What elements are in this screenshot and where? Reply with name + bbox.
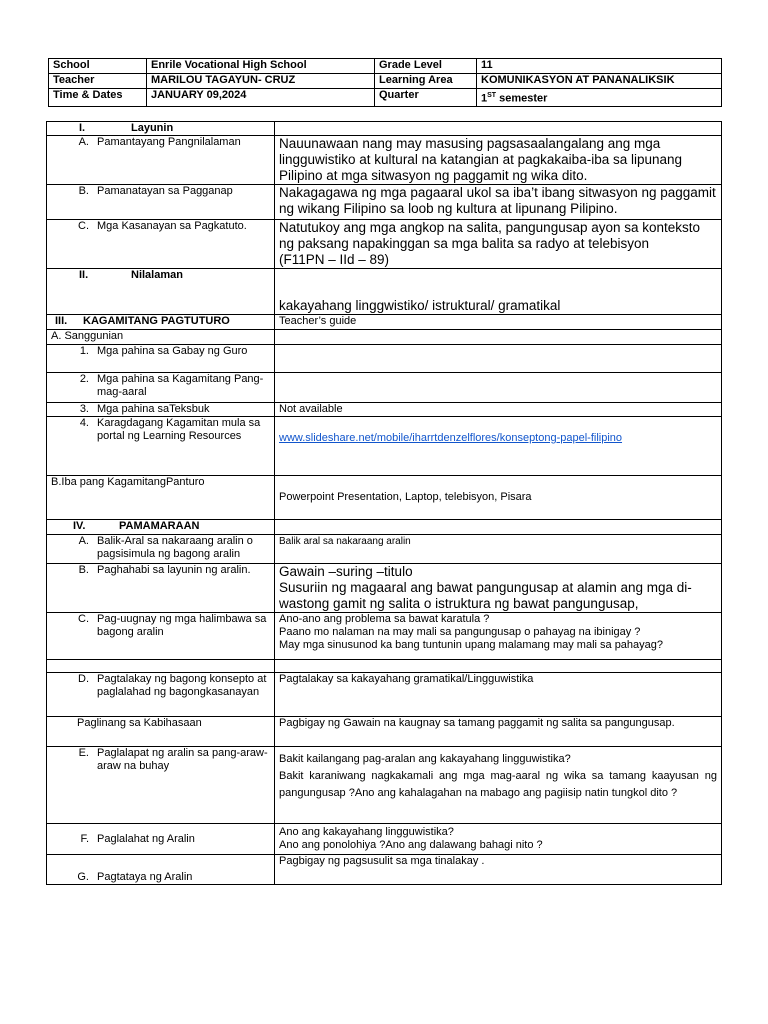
quarter-suffix: ST — [487, 92, 497, 99]
pc-number: C. — [78, 613, 89, 625]
pd-label: Pagtalakay ng bagong konsepto at paglalahad ng bagongkasanayan — [97, 673, 267, 698]
pk-content: Pagbigay ng Gawain na kaugnay sa tamang paggamit ng salita sa pangungusap. — [275, 717, 722, 747]
row-pamamaraan — [47, 520, 722, 535]
header-table — [48, 58, 722, 107]
pg-content: Pagbigay ng pagsusulit sa mga tinalakay . — [275, 855, 722, 885]
pc-q3: May mga sinusunod ka bang tuntunin upang malamang may mali sa pahayag? — [279, 639, 664, 651]
pd-number: D. — [78, 673, 89, 685]
item-a-number: A. — [78, 136, 89, 148]
pe-q2: Bakit karaniwang nagkakamali ang mga mag-aaral ng wika sa tamang kaayusan ng pangungusap ?Ano ang kahalagahan na mabago ang pagiisip natin tungkol dito ? — [279, 770, 717, 799]
s3-content: Not available — [275, 403, 722, 417]
grade-level-value: 11 — [477, 59, 722, 74]
nilalaman-title: Nilalaman — [131, 269, 183, 281]
layunin-title: Layunin — [131, 122, 174, 134]
pf-q1: Ano ang kakayahang lingguwistika? — [279, 826, 454, 838]
row-layunin — [47, 122, 722, 136]
time-dates-value: JANUARY 09,2024 — [147, 89, 375, 107]
item-b-content: Nakagagawa ng mga pagaaral ukol sa iba’t ibang sitwasyon ng paggamit ng wikang Filipino sa loob ng kultura at lipunang Pilipino. — [275, 185, 722, 220]
lesson-plan-table — [46, 121, 722, 885]
row-kagamitang-mag-aaral — [47, 373, 722, 403]
row-pamantayang-pangnilalaman — [47, 136, 722, 185]
item-b-number: B. — [78, 185, 89, 197]
pa-number: A. — [78, 535, 89, 547]
row-kagamitang-pagtuturo — [47, 315, 722, 330]
sanggunian-title: A. Sanggunian — [47, 330, 275, 345]
pf-label: Paglalahat ng Aralin — [97, 832, 195, 845]
teacher-label: Teacher — [49, 74, 147, 89]
pb-line1: Gawain –suring –titulo — [279, 564, 413, 579]
row-pagtataya — [47, 855, 722, 885]
s2-label: Mga pahina sa Kagamitang Pang-mag-aaral — [97, 373, 264, 398]
nilalaman-number: II. — [79, 269, 89, 281]
quarter-text: semester — [496, 92, 548, 105]
row-paglalahat — [47, 824, 722, 855]
school-label: School — [49, 59, 147, 74]
row-pag-uugnay — [47, 613, 722, 660]
header-row-time — [49, 89, 722, 107]
pb-number: B. — [78, 564, 89, 576]
header-row-school — [49, 59, 722, 74]
header-row-teacher — [49, 74, 722, 89]
s1-number: 1. — [79, 345, 89, 357]
row-teksbuk — [47, 403, 722, 417]
kagamitan-title: KAGAMITANG PAGTUTURO — [83, 315, 230, 327]
pc-label: Pag-uugnay ng mga halimbawa sa bagong aralin — [97, 613, 267, 638]
row-sanggunian — [47, 330, 722, 345]
iba-label: B.Iba pang KagamitangPanturo — [47, 476, 275, 520]
row-paglinang — [47, 717, 722, 747]
s4-number: 4. — [79, 417, 89, 429]
s3-number: 3. — [79, 403, 89, 415]
pamamaraan-title: PAMAMARAAN — [119, 520, 200, 532]
s3-label: Mga pahina saTeksbuk — [97, 403, 210, 415]
pg-label: Pagtataya ng Aralin — [97, 871, 193, 883]
row-paghahabi — [47, 564, 722, 613]
row-gabay-guro — [47, 345, 722, 373]
pe-number: E. — [78, 747, 89, 759]
item-c-content: Natutukoy ang mga angkop na salita, pangungusap ayon sa konteksto ng paksang napakinggan sa mga balita sa radyo at telebisyon — [279, 220, 701, 251]
layunin-number: I. — [79, 122, 86, 134]
item-c-code: (F11PN – IId – 89) — [279, 252, 390, 267]
quarter-label: Quarter — [375, 89, 477, 107]
pa-label: Balik-Aral sa nakaraang aralin o pagsisimula ng bagong aralin — [97, 535, 253, 560]
row-pagtalakay — [47, 673, 722, 717]
row-paglalapat — [47, 747, 722, 824]
pe-q1: Bakit kailangang pag-aralan ang kakayahang lingguwistika? — [279, 753, 571, 765]
s2-number: 2. — [79, 373, 89, 385]
quarter-number: 1 — [481, 92, 488, 105]
item-a-label: Pamantayang Pangnilalaman — [97, 136, 241, 148]
pamamaraan-number: IV. — [73, 520, 86, 532]
row-nilalaman — [47, 269, 722, 315]
item-c-number: C. — [78, 220, 89, 232]
pe-label: Paglalapat ng aralin sa pang-araw-araw na buhay — [97, 747, 268, 772]
nilalaman-content: kakayahang linggwistiko/ istruktural/ gramatikal — [275, 269, 722, 315]
item-b-label: Pamanatayan sa Pagganap — [97, 185, 233, 197]
pd-content: Pagtalakay sa kakayahang gramatikal/Lingguwistika — [275, 673, 722, 717]
row-empty-spacer — [47, 660, 722, 673]
teacher-value: MARILOU TAGAYUN- CRUZ — [147, 74, 375, 89]
s4-label: Karagdagang Kagamitan mula sa portal ng Learning Resources — [97, 417, 261, 442]
row-iba-pang-kagamitan — [47, 476, 722, 520]
quarter-value — [477, 89, 722, 107]
time-dates-label: Time & Dates — [49, 89, 147, 107]
pk-label: Paglinang sa Kabihasaan — [47, 717, 275, 747]
pb-line2: Susuriin ng magaaral ang bawat pangungusap at alamin ang mga di-wastong gamit ng salita o istruktura ng bawat pangungusap, — [279, 580, 692, 611]
pg-number: G. — [77, 871, 89, 883]
pc-q2: Paano mo nalaman na may mali sa pangungusap o pahayag na ibinigay ? — [279, 626, 641, 638]
item-a-content: Nauunawaan nang may masusing pagsasaalangalang ang mga lingguwistiko at kultural na katangian at pagkakaiba-iba sa lipunang Pilipino at mga sitwasyon ng paggamit ng wika dito. — [275, 136, 722, 185]
grade-level-label: Grade Level — [375, 59, 477, 74]
school-value: Enrile Vocational High School — [147, 59, 375, 74]
row-balik-aral — [47, 535, 722, 564]
row-pamantayan-pagganap — [47, 185, 722, 220]
pc-q1: Ano-ano ang problema sa bawat karatula ? — [279, 613, 490, 625]
kagamitan-content: Teacher’s guide — [275, 315, 722, 330]
pa-content: Balik aral sa nakaraang aralin — [275, 535, 722, 564]
slideshare-link[interactable]: www.slideshare.net/mobile/iharrtdenzelflores/konseptong-papel-filipino — [279, 432, 623, 444]
s1-content — [275, 345, 722, 373]
item-c-label: Mga Kasanayan sa Pagkatuto. — [97, 220, 247, 232]
pb-label: Paghahabi sa layunin ng aralin. — [97, 564, 251, 576]
s1-label: Mga pahina sa Gabay ng Guro — [97, 345, 248, 357]
kagamitan-number: III. — [55, 315, 68, 327]
s2-content — [275, 373, 722, 403]
row-karagdagang-kagamitan — [47, 417, 722, 476]
pf-number: F. — [80, 832, 89, 845]
iba-content: Powerpoint Presentation, Laptop, telebisyon, Pisara — [275, 476, 722, 520]
pf-q2: Ano ang ponolohiya ?Ano ang dalawang bahagi nito ? — [279, 839, 543, 851]
learning-area-label: Learning Area — [375, 74, 477, 89]
learning-area-value: KOMUNIKASYON AT PANANALIKSIK — [477, 74, 722, 89]
row-kasanayan-pagkatuto — [47, 220, 722, 269]
